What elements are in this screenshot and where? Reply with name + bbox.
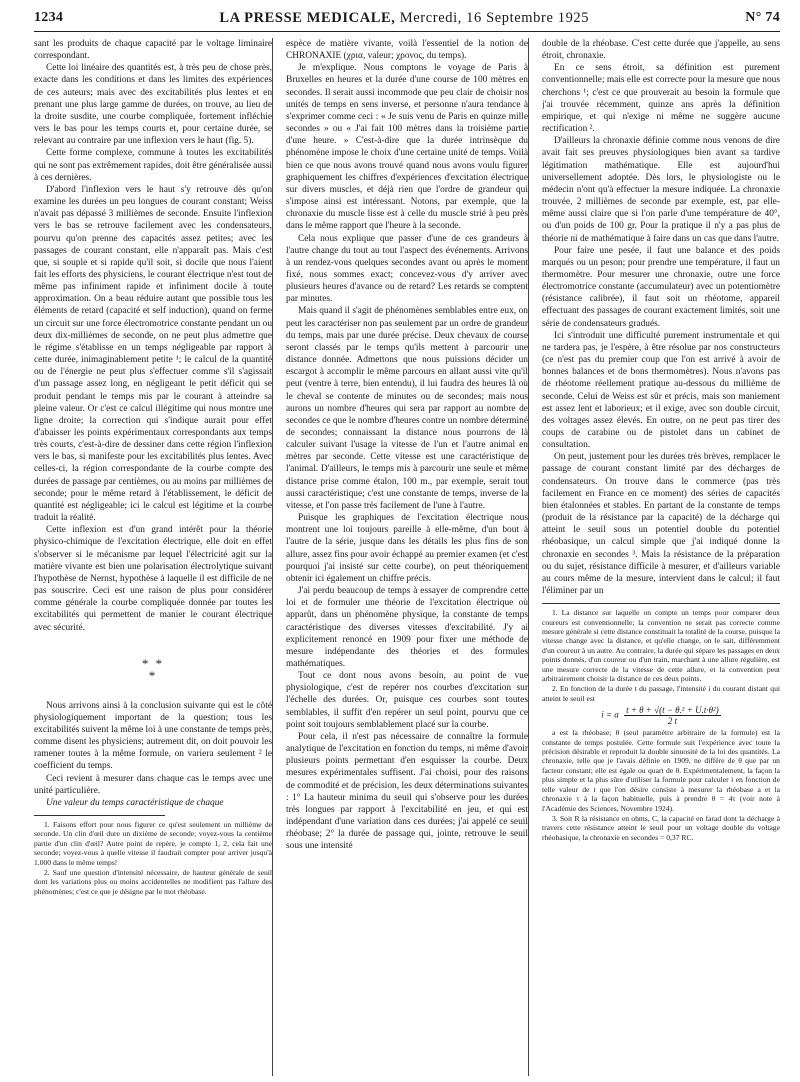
paragraph: J'ai perdu beaucoup de temps à essayer de comprendre cette loi et de formuler une théorie de l'excitation électrique où apparût, dans un phénomène physique, la constante de temps caractéristique des diverses vitesses d'excitabilité. J'y ai explicitement renoncé en 1909 pour fixer une méthode de mesure indépendante des théories et des formules mathématiques. — [286, 586, 528, 669]
section-asterism: * * * — [141, 655, 165, 683]
paragraph: Cette forme complexe, commune à toutes les excitabilités qui ne sont pas extrêmement rapides, doit être généralisée aussi à ces dernières. — [34, 148, 273, 183]
column-2 — [286, 38, 528, 1076]
footnote: 3. Soit R la résistance en ohms, C, la capacité en farad dont la décharge à travers cette résistance atteint le seuil pour un voltage double du voltage rhéobasique, la chronaxie en secondes = 0,37 RC. — [541, 813, 780, 842]
paragraph: D'abord l'inflexion vers le haut s'y retrouve dès qu'on examine les durées un peu longues de courant constant; Weiss n'avait pas dépassé 3 millièmes de seconde. Ensuite l'inflexion vers le bas se retrouve facilement avec les condensateurs, pourvu qu'on prenne des capacités assez petites; avec les passages de courant constant, elle n'apparaît pas. Mais c'est que, si souple et si rapide qu'il soit, si docile que nous l'aient fait les efforts des physiciens, le courant électrique n'est tout de même pas infiniment rapide et infiniment docile à toute approximation. On a beau réduire autant que possible tous les éléments de retard (capacité et self induction), quand on ferme un circuit sur une force électromotrice constante pendant un ou deux dix-millièmes de seconde, on ne peut plus admettre que le régime s'établisse en un temps négligeable par rapport à cette durée, inimaginablement petite ¹; le calcul de la quantité ou de l'énergie ne peut plus s'effectuer comme s'il s'agissait d'un passage assez long, en négligeant le petit déficit qui se produit pendant le temps mis par le courant à atteindre sa pleine valeur. Or c'est ce calcul illégitime qui nous montre une ligne droite; la correction qui s'indique aurait pour effet d'abaisser les points expérimentaux correspondants aux temps très courts, c'est-à-dire de dessiner dans cette région l'inflexion vers le bas, si manifeste pour les excitabilités plus lentes. Avec celles-ci, la région correspondante de la courbe compte des durées de passage par centièmes, ou au moins par millièmes de seconde; pour le même retard à l'établissement, le déficit de quantité est négligeable; ici le calcul est légitime et la courbe traduit la réalité. — [34, 184, 273, 524]
paragraph: espèce de matière vivante, voilà l'essentiel de la notion de CHRONAXIE (χρια, valeur; χρονος, du temps). — [286, 39, 528, 62]
column-divider — [272, 38, 273, 1076]
formula-lhs: i = a — [601, 709, 619, 720]
paragraph: Je m'explique. Nous comptons le voyage de Paris à Bruxelles en heures et la durée d'une course de 100 mètres en secondes. Il serait aussi incommode que peu clair de choisir nos unités de temps en sens inverse, et personne n'aura tendance à s'exprimer comme ceci : « Je suis venu de Paris en quinze mille secondes » ou « J'ai fait 100 mètres dans la troisième partie d'une heure. » C'est-à-dire que la durée intrinsèque du phénomène impose le choix d'une certaine unité de temps. Voilà bien ce que nous avons trouvé quand nous avons voulu figurer graphiquement les chiffres d'expériences d'excitation électrique sur divers muscles, et déjà rien que l'ordre de grandeur qui s'impose ainsi est intéressant. Notons, par exemple, que la chronaxie du muscle lisse est à celle du muscle strié à peu près dans le même rapport que l'heure à la seconde. — [286, 63, 528, 232]
paragraph: Tout ce dont nous avons besoin, au point de vue physiologique, c'est de repérer nos courbes d'excitation sur l'échelle des durées. Or, puisque ces courbes sont toutes semblables, il suffit d'en repérer un seul point, pourvu que ce point soit toujours semblablement placé sur la courbe. — [286, 671, 528, 730]
section-subheading: Une valeur du temps caractéristique de chaque — [46, 797, 224, 808]
column-1 — [34, 38, 272, 1076]
paragraph: En ce sens étroit, sa définition est purement conventionnelle; mais elle est correcte pour la mesure que nous cherchons ¹; c'est ce que prouverait au besoin la formule que j'ai trouvée récemment, quinze ans après la définition empirique, et qui n'exige ni même ne suggère aucune rectification ². — [541, 63, 780, 135]
page-number: 1234 — [34, 10, 64, 25]
footnote: 2. En fonction de la durée t du passage, l'intensité i du courant distant qui atteint le seuil est — [541, 684, 780, 703]
footnote-divider — [34, 815, 165, 816]
issue-date: Mercredi, 16 Septembre 1925 — [399, 9, 590, 26]
paragraph: Pour faire une pesée, il faut une balance et des poids marqués ou un peson; pour prendre une température, il faut un thermomètre. Pour mesurer une chronaxie, outre une force électromotrice constante (accumulateur) avec un potentiomètre (résistance calibrée), il faut soit un rhéotome, appareil effectuant des passages de courant exactement limités, soit une série de condensateurs gradués. — [541, 245, 780, 329]
footnote: 2. Sauf une question d'intensité nécessaire, de hauteur générale de seuil dont les variations plus ou moins accidentelles ne modifient pas l'allure des phénomènes; c'est ce que je désigne par le mot rhéobase. — [34, 867, 273, 896]
paragraph: Mais quand il s'agit de phénomènes semblables entre eux, on peut les caractériser non pas seulement par un ordre de grandeur du temps, mais par une durée précise. Deux chevaux de course seront classés par le temps qu'ils mettent à parcourir une distance donnée. Admettons que nous puissions décider un escargot à accomplir le même parcours en allant aussi vite qu'il peut (ventre à terre, bien entendu), il lui faudra des heures là où le cheval se contente de minutes ou de secondes; mais nous aurons un nombre d'heures qui sera par rapport au nombre de secondes ce que le nombre d'heures contre un nombre déterminé de secondes; connaissant la distance nous pourrons de là calculer suivant l'usage la vitesse de l'un et l'autre animal en mètres par seconde. Cette vitesse est une caractéristique de l'animal. D'ailleurs, le temps mis à parcourir une seule et même distance prise comme étalon, 100 m., par exemple, serait tout aussi caractéristique; c'est une constante de temps, inverse de la vitesse, et l'on passe très facilement de l'une à l'autre. — [286, 306, 528, 511]
paragraph: Nous arrivons ainsi à la conclusion suivante qui est le côté physiologiquement important de la question; tous les excitabilités suivent la même loi à une constante de temps près, comme disent les physiciens; autrement dit, on doit pouvoir les ramener toutes à la même formule, on variera seulement ² le coefficient du temps. — [34, 700, 273, 772]
paragraph: Cela nous explique que passer d'une de ces grandeurs à l'autre change du tout au tout l'aspect des événements. Arrivons à un rendez-vous quelques secondes avant ou après le moment fixé, nous sommes exact; concevez-vous d'y arriver avec plusieurs heures d'avance ou de retard? Les retards se comptent par minutes. — [286, 233, 528, 305]
formula-denominator: 2 t — [667, 716, 678, 727]
paragraph: Pour cela, il n'est pas nécessaire de connaître la formule analytique de l'excitation en fonction du temps, ni même d'avoir plusieurs points permettant d'en esquisser la courbe. Deux mesures expérimentales suffisent. J'ai choisi, pour des raisons de commodité et de précision, les deux déterminations suivantes : 1° La hauteur minima du seuil qui s'observe pour les durées très longues par rapport à l'excitabilité en jeu, et qui est indépendant d'une variation dans ces durées; j'ai appelé ce seuil rhéobase; 2° la durée de passage qui, jointe, retrouve le seuil sous une intensité — [286, 731, 528, 852]
column-3 — [542, 38, 780, 1076]
paragraph: Puisque les graphiques de l'excitation électrique nous montrent une loi toujours pareille à elle-même, d'un bout à l'autre de la série, jusque dans les détails les plus fins de son allure, assez fins pour avoir échappé au premier examen (et c'est pourquoi j'ai insisté sur cette courbe), on peut théoriquement obtenir ici également un chiffre précis. — [286, 513, 528, 584]
paragraph: Cette inflexion est d'un grand intérêt pour la théorie physico-chimique de l'excitation électrique, elle doit en effet s'observer si le mécanisme par lequel l'électricité agit sur la matière vivante est bien une polarisation électrolytique suivant l'hypothèse de Nernst, hypothèse à laquelle il est difficile de ne pas souscrire. Ceci est une raison de plus pour considérer comme générale la courbe compliquée donnée par toutes les excitabilités qui permettent de manier le courant électrique avec sécurité. — [34, 525, 273, 633]
column-divider — [528, 38, 529, 1076]
footnote: a est la rhéobase; θ (seul paramètre arbitraire de la formule) est la constante de temps postulée. Cette formule suit l'expérience avec toute la précision désirable et reproduit la double sinuosité de la loi des quantités. La chronaxie, telle que je l'avais définie en 1909, ne diffère de θ que par un facteur constant; elle est égale ou quart de θ. Expérimentalement, la façon la plus simple et la plus sûre d'utiliser la formule pour calculer i en fonction de telle valeur de t que l'on désire consiste à mesurer la rhéobase a et la chronaxie τ à la façon habituelle, puis à prendre θ = 4τ (voir note à l'Académie des Sciences, Novembre 1924). — [541, 728, 780, 813]
paragraph: Ceci revient à mesurer dans chaque cas le temps avec une unité particulière. — [34, 773, 273, 796]
running-title — [219, 10, 589, 27]
formula-numerator: t + θ + √(t − θ.² + U.t·θ²) — [626, 705, 719, 716]
journal-title: LA PRESSE MEDICALE, — [219, 9, 396, 26]
article-body — [34, 38, 780, 1076]
paragraph: Cette loi linéaire des quantités est, à très peu de chose près, exacte dans les conditions et dans les limites des expériences de ces auteurs; mais avec des excitabilités plus lentes et en prenant une plus large gamme de durées, on trouve, au lieu de la droite susdite, une courbe compliquée, fortement infléchie vers le bas pour les temps courts et, pour certaine durée, se relevant au contraire par une inflexion vers le haut (fig. 5). — [34, 63, 273, 147]
page-header — [34, 5, 780, 32]
paragraph: sant les produits de chaque capacité par le voltage liminaire correspondant. — [34, 39, 273, 62]
paragraph: double de la rhéobase. C'est cette durée que j'appelle, au sens étroit, chronaxie. — [541, 39, 780, 62]
footnote-divider — [542, 603, 780, 604]
intensity-formula — [542, 705, 780, 726]
issue-number: N° 74 — [745, 10, 780, 25]
paragraph: On peut, justement pour les durées très brèves, remplacer le passage de courant constant limité par des décharges de condensateurs. On trouve dans le commerce (pas très facilement en France en ce moment) des séries de capacités bien étalonnées et stables. En partant de la constante de temps (produit de la résistance par la capacité) de la décharge qui atteint le seuil sous un potentiel double du potentiel rhéobasique, un calcul simple que j'ai indiqué donne la chronaxie en secondes ³. Mais la résistance de la préparation ou du sujet, résistance difficile à mesurer, et d'ailleurs variable au cours même de la mesure, intervient dans le calcul; il faut l'éliminer par un — [541, 452, 780, 597]
footnote: 1. Faisons effort pour nous figurer ce qu'est seulement un millième de seconde. Un clin d'œil dure un dixième de seconde; voyez-vous la centième partie d'un clin d'œil? Autre point de repère, je compte 1, 2, cela fait une seconde; voyez-vous à quelle vitesse il faudrait compter pour arriver jusqu'à 1.000 dans le même temps! — [34, 819, 273, 867]
footnote: 1. La distance sur laquelle on compte un temps pour comparer deux coureurs est conventionnelle; la convention ne serait pas correcte comme mesure générale si cette distance constituait la totalité de la course, puisque la vitesse change avec la distance, et qu'elle change, on le sait, différemment d'un coureur à un autre. Au contraire, la durée qui sépare les passages en deux points donnés, d'un coureur ou d'un train, marchant à une allure régulière, est une mesure correcte de la vitesse de cette allure, et la convention peut arbitrairement choisir la distance de ces deux points. — [541, 608, 780, 684]
paragraph: Ici s'introduit une difficulté purement instrumentale et qui ne tardera pas, je l'espère, à être résolue par nos constructeurs (ce n'est pas du premier coup que l'on est arrivé à avoir de bonnes balances et de bons thermomètres). Nous n'avons pas de rhéotome réellement pratique au-dessous du millième de seconde. Celui de Weiss est sûr et précis, mais son maniement est assez lent et laborieux; et il exige, avec son double circuit, des voltages assez élevés. En outre, on ne peut pas tirer des coups de carabine ou de pistolet dans un cabinet de consultation. — [541, 330, 780, 451]
paragraph: D'ailleurs la chronaxie définie comme nous venons de dire avait fait ses preuves physiologiques bien avant sa tardive légitimation mathématique. Elle est aujourd'hui universellement adoptée. Dès lors, le physiologiste ou le médecin n'ont qu'à effectuer la mesure indiquée. La chronaxie trouvée, 2 millièmes de seconde par exemple, est, par elle-même aussi claire que si l'on parle d'une température de 40°, ou d'un poids de 100 gr. Pour la pratique il n'y a pas plus de théorie ni de mathématique à faire dans un cas que dans l'autre. — [541, 136, 780, 244]
